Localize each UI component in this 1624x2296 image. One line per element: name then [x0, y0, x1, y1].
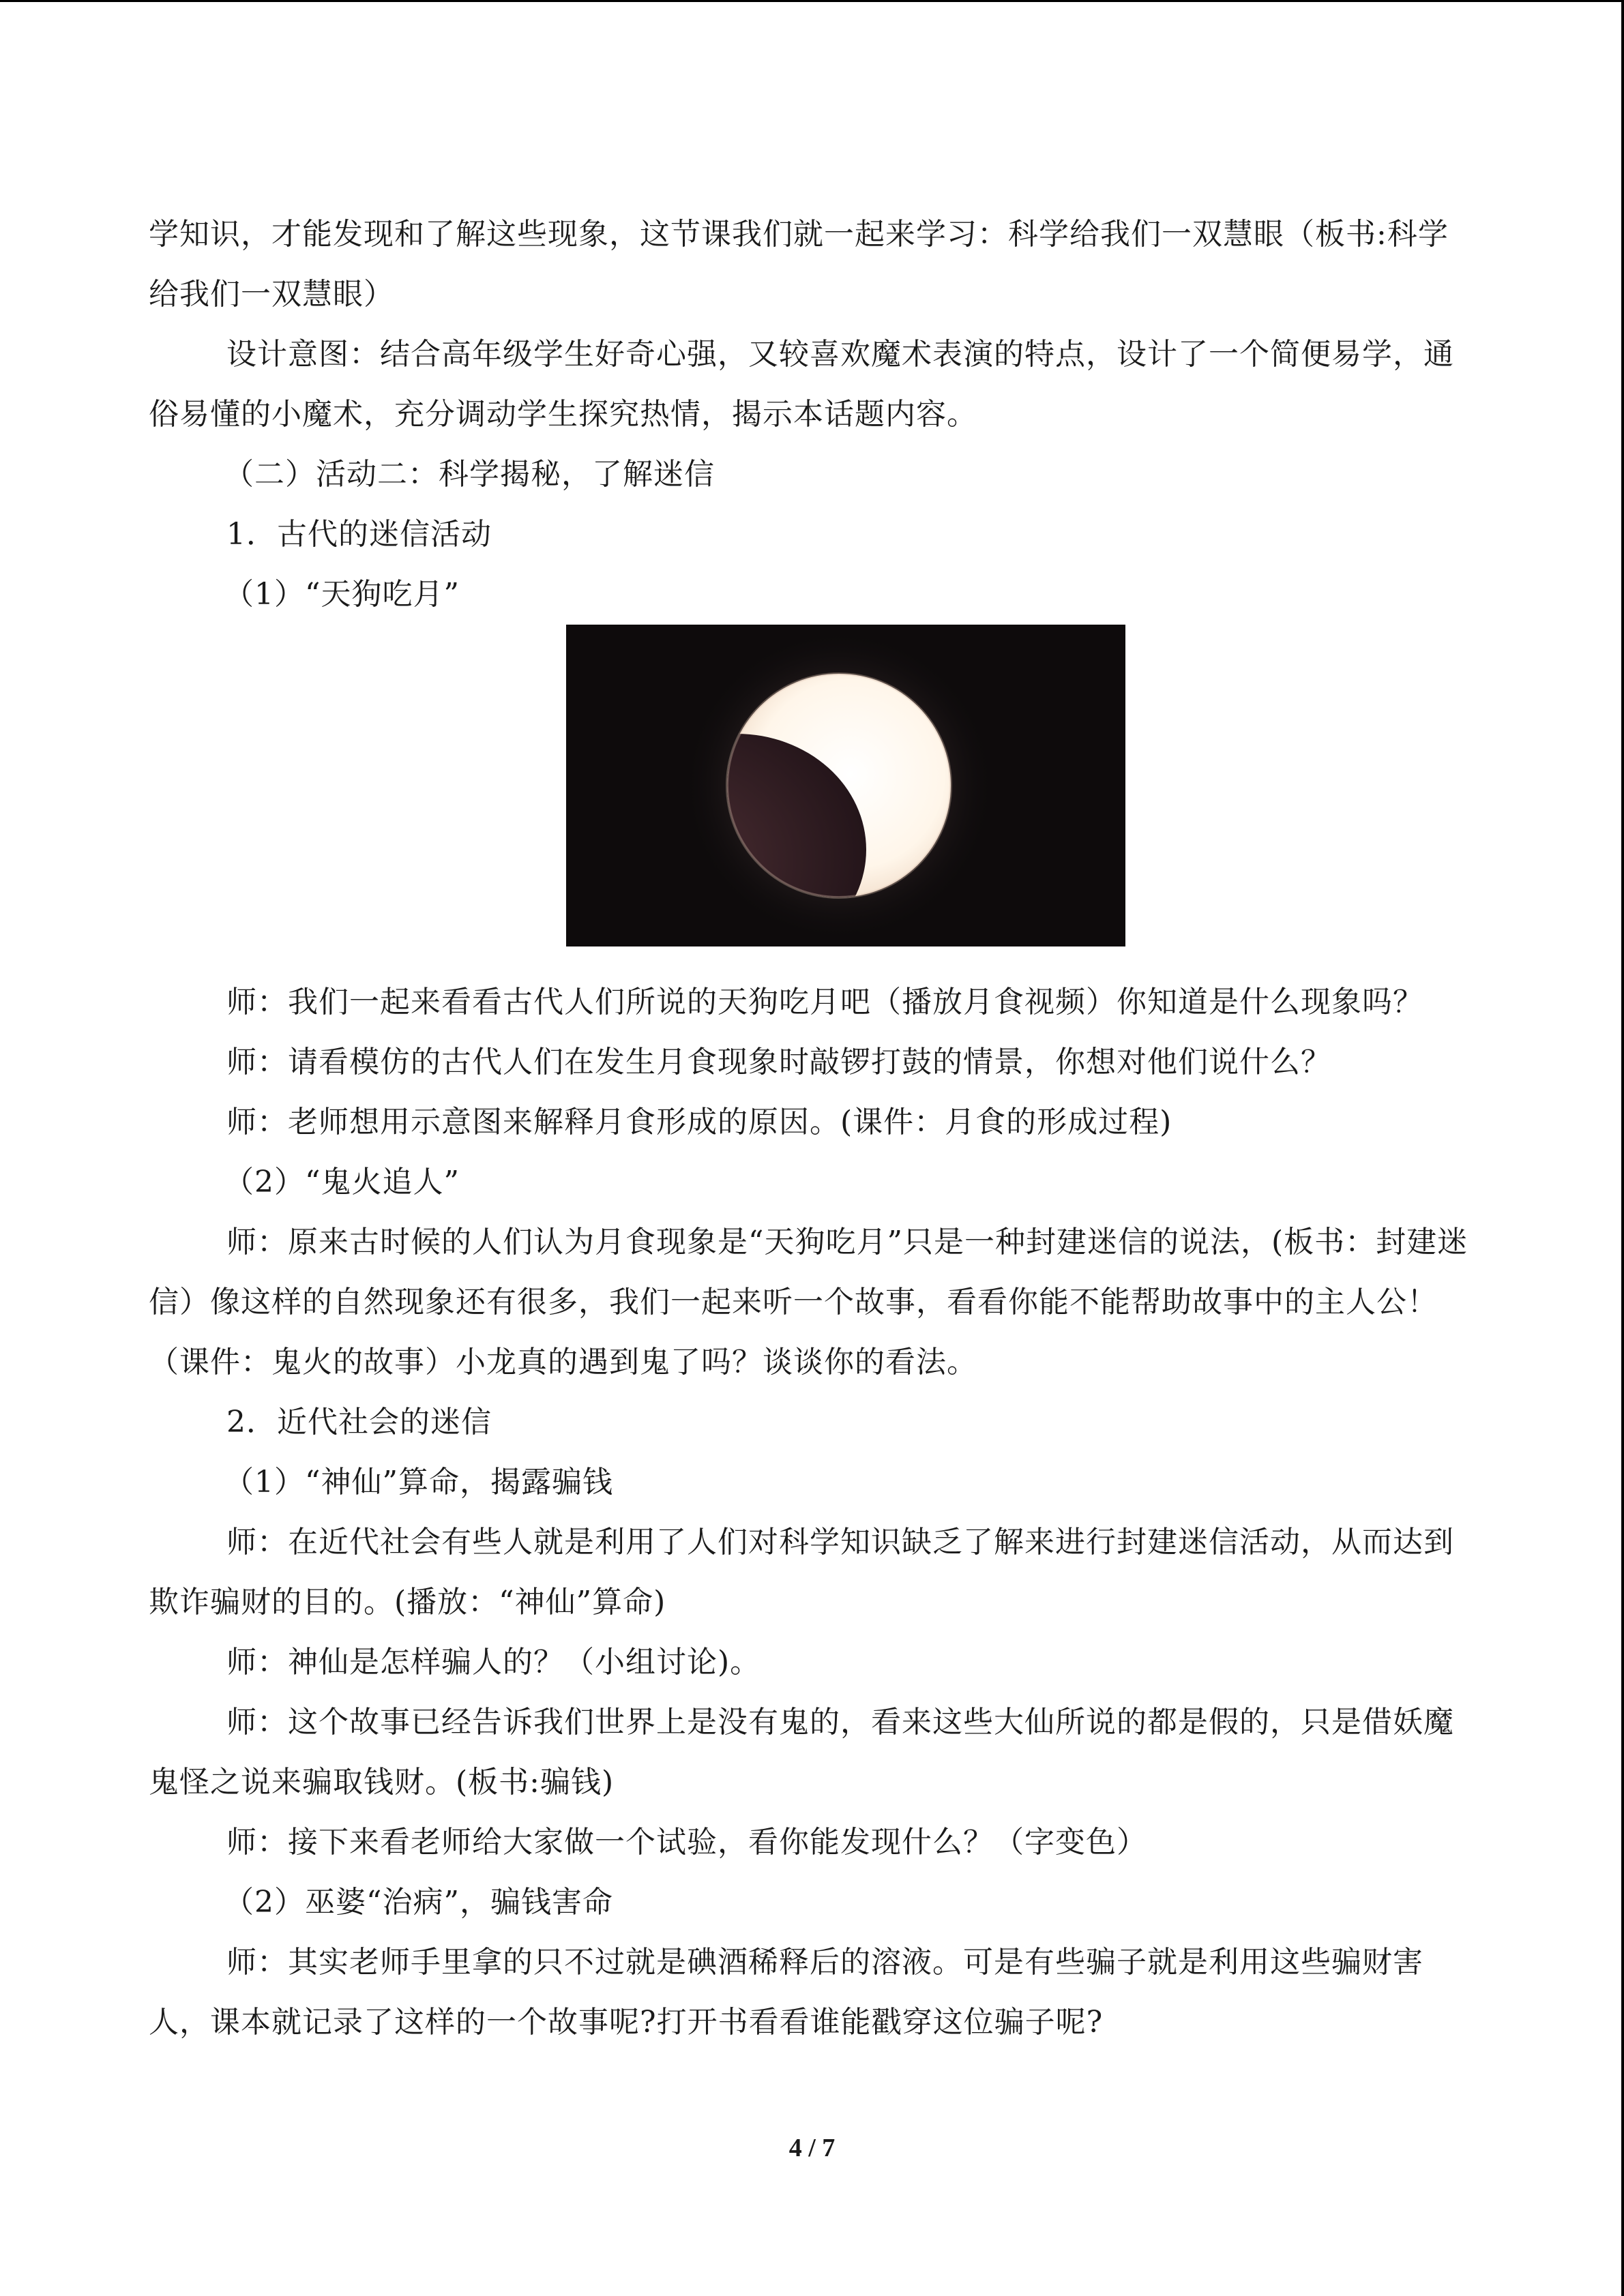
subheading-fortune-telling: （1）“神仙”算命，揭露骗钱: [224, 1465, 613, 1500]
section-heading-activity-two: （二）活动二：科学揭秘，了解迷信: [224, 457, 715, 492]
subheading-witch-healing: （2）巫婆“治病”，骗钱害命: [224, 1885, 613, 1920]
paragraph-teacher-drums: 师：请看模仿的古代人们在发生月食现象时敲锣打鼓的情景，你想对他们说什么？: [226, 1045, 1331, 1079]
paragraph-teacher-experiment: 师：接下来看老师给大家做一个试验，看你能发现什么？（字变色）: [226, 1825, 1147, 1860]
paragraph-teacher-fraud: 师：在近代社会有些人就是利用了人们对科学知识缺乏了解来进行封建迷信活动，从而达到欺诈骗财的目的。(播放：“神仙”算命): [149, 1525, 1454, 1620]
subheading-modern-superstition: 2．近代社会的迷信: [226, 1405, 492, 1440]
lunar-eclipse-photo: [566, 625, 1125, 946]
subheading-ancient-superstition: 1．古代的迷信活动: [226, 517, 492, 552]
paragraph-teacher-iodine: 师：其实老师手里拿的只不过就是碘酒稀释后的溶液。可是有些骗子就是利用这些骗财害人，课本就记录了这样的一个故事呢?打开书看看谁能戳穿这位骗子呢?: [149, 1945, 1423, 2040]
document-body: [149, 205, 1475, 2053]
lunar-eclipse-icon: [566, 625, 1125, 946]
paragraph-teacher-diagram: 师：老师想用示意图来解释月食形成的原因。(课件：月食的形成过程): [226, 1105, 1172, 1139]
subheading-heavenly-dog: （1）“天狗吃月”: [224, 577, 460, 612]
page-right-border: [1621, 0, 1624, 2296]
paragraph-teacher-eclipse-video: 师：我们一起来看看古代人们所说的天狗吃月吧（播放月食视频）你知道是什么现象吗？: [226, 985, 1423, 1019]
page-number: 4 / 7: [788, 2134, 836, 2162]
paragraph-teacher-group-discussion: 师：神仙是怎样骗人的？（小组讨论)。: [226, 1645, 761, 1680]
paragraph-teacher-no-ghosts: 师：这个故事已经告诉我们世界上是没有鬼的，看来这些大仙所说的都是假的，只是借妖魔鬼怪之说来骗取钱财。(板书:骗钱): [149, 1705, 1454, 1800]
paragraph-teacher-ghost-story: 师：原来古时候的人们认为月食现象是“天狗吃月”只是一种封建迷信的说法，(板书：封建迷信）像这样的自然现象还有很多，我们一起来听一个故事，看看你能不能帮助故事中的主人公！（课件：鬼火的故事）小龙真的遇到鬼了吗？谈谈你的看法。: [149, 1225, 1468, 1380]
paragraph-intro-continuation: 学知识，才能发现和了解这些现象，这节课我们就一起来学习：科学给我们一双慧眼（板书:科学给我们一双慧眼）: [149, 217, 1449, 312]
page-top-border: [0, 0, 1624, 2]
paragraph-design-intent: 设计意图：结合高年级学生好奇心强，又较喜欢魔术表演的特点，设计了一个简便易学，通俗易懂的小魔术，充分调动学生探究热情，揭示本话题内容。: [149, 337, 1454, 432]
subheading-ghost-fire: （2）“鬼火追人”: [224, 1165, 460, 1199]
